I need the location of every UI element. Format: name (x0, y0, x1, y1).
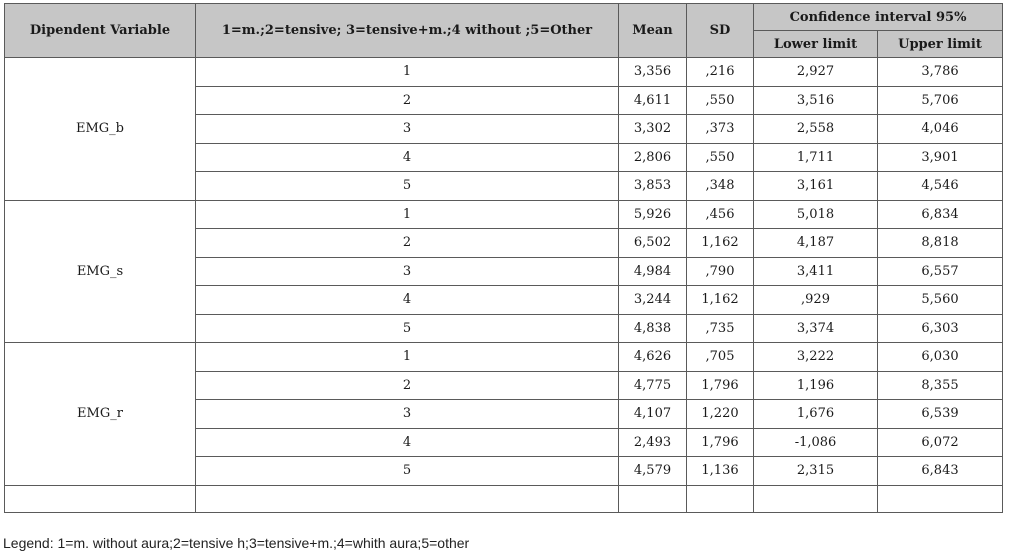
upper-limit-cell: 5,560 (878, 286, 1003, 315)
mean-cell: 3,853 (619, 172, 687, 201)
upper-limit-cell: 4,546 (878, 172, 1003, 201)
lower-limit-cell: 1,676 (754, 400, 878, 429)
group-code-cell: 1 (196, 58, 619, 87)
empty-cell (5, 485, 196, 512)
sd-cell: 1,162 (687, 286, 754, 315)
upper-limit-cell: 4,046 (878, 115, 1003, 144)
upper-limit-cell: 3,901 (878, 143, 1003, 172)
mean-cell: 4,611 (619, 86, 687, 115)
upper-limit-cell: 6,072 (878, 428, 1003, 457)
sd-cell: ,550 (687, 143, 754, 172)
header-dependent-variable: Dipendent Variable (5, 4, 196, 58)
header-mean: Mean (619, 4, 687, 58)
group-code-cell: 2 (196, 86, 619, 115)
upper-limit-cell: 6,539 (878, 400, 1003, 429)
upper-limit-cell: 8,355 (878, 371, 1003, 400)
group-code-cell: 3 (196, 257, 619, 286)
lower-limit-cell: -1,086 (754, 428, 878, 457)
group-code-cell: 4 (196, 286, 619, 315)
sd-cell: ,550 (687, 86, 754, 115)
upper-limit-cell: 6,843 (878, 457, 1003, 486)
empty-cell (687, 485, 754, 512)
mean-cell: 3,302 (619, 115, 687, 144)
upper-limit-cell: 3,786 (878, 58, 1003, 87)
mean-cell: 5,926 (619, 200, 687, 229)
group-code-cell: 3 (196, 400, 619, 429)
lower-limit-cell: 4,187 (754, 229, 878, 258)
sd-cell: ,373 (687, 115, 754, 144)
group-name-cell: EMG_r (5, 343, 196, 486)
table-body (5, 58, 1003, 513)
upper-limit-cell: 6,557 (878, 257, 1003, 286)
empty-cell (754, 485, 878, 512)
lower-limit-cell: 3,374 (754, 314, 878, 343)
group-code-cell: 1 (196, 343, 619, 372)
lower-limit-cell: 1,711 (754, 143, 878, 172)
table-row (5, 58, 1003, 87)
group-code-cell: 5 (196, 314, 619, 343)
sd-cell: ,456 (687, 200, 754, 229)
group-name-cell: EMG_s (5, 200, 196, 343)
group-code-cell: 4 (196, 143, 619, 172)
header-upper-limit: Upper limit (878, 31, 1003, 58)
sd-cell: ,348 (687, 172, 754, 201)
sd-cell: 1,162 (687, 229, 754, 258)
sd-cell: 1,796 (687, 371, 754, 400)
empty-cell (196, 485, 619, 512)
sd-cell: ,790 (687, 257, 754, 286)
sd-cell: 1,220 (687, 400, 754, 429)
header-lower-limit: Lower limit (754, 31, 878, 58)
upper-limit-cell: 5,706 (878, 86, 1003, 115)
legend-text: Legend: 1=m. without aura;2=tensive h;3=tensive+m.;4=whith aura;5=other (3, 535, 470, 551)
lower-limit-cell: 3,516 (754, 86, 878, 115)
mean-cell: 2,806 (619, 143, 687, 172)
table-row (5, 200, 1003, 229)
lower-limit-cell: 2,927 (754, 58, 878, 87)
lower-limit-cell: 2,558 (754, 115, 878, 144)
group-code-cell: 2 (196, 229, 619, 258)
group-code-cell: 3 (196, 115, 619, 144)
group-code-cell: 1 (196, 200, 619, 229)
statistics-table (4, 3, 1003, 513)
lower-limit-cell: 2,315 (754, 457, 878, 486)
sd-cell: ,735 (687, 314, 754, 343)
mean-cell: 6,502 (619, 229, 687, 258)
lower-limit-cell: 3,222 (754, 343, 878, 372)
header-sd: SD (687, 4, 754, 58)
table-row (5, 343, 1003, 372)
mean-cell: 3,356 (619, 58, 687, 87)
mean-cell: 4,775 (619, 371, 687, 400)
empty-cell (619, 485, 687, 512)
sd-cell: ,216 (687, 58, 754, 87)
empty-row (5, 485, 1003, 512)
sd-cell: ,705 (687, 343, 754, 372)
mean-cell: 4,984 (619, 257, 687, 286)
mean-cell: 3,244 (619, 286, 687, 315)
upper-limit-cell: 6,030 (878, 343, 1003, 372)
lower-limit-cell: 3,411 (754, 257, 878, 286)
empty-cell (878, 485, 1003, 512)
mean-cell: 4,107 (619, 400, 687, 429)
upper-limit-cell: 8,818 (878, 229, 1003, 258)
group-name-cell: EMG_b (5, 58, 196, 201)
sd-cell: 1,136 (687, 457, 754, 486)
mean-cell: 4,626 (619, 343, 687, 372)
mean-cell: 4,579 (619, 457, 687, 486)
header-group-code: 1=m.;2=tensive; 3=tensive+m.;4 without ;5=Other (196, 4, 619, 58)
upper-limit-cell: 6,303 (878, 314, 1003, 343)
mean-cell: 4,838 (619, 314, 687, 343)
upper-limit-cell: 6,834 (878, 200, 1003, 229)
group-code-cell: 4 (196, 428, 619, 457)
header-confidence-interval: Confidence interval 95% (754, 4, 1003, 31)
lower-limit-cell: 1,196 (754, 371, 878, 400)
group-code-cell: 5 (196, 457, 619, 486)
mean-cell: 2,493 (619, 428, 687, 457)
lower-limit-cell: 5,018 (754, 200, 878, 229)
group-code-cell: 5 (196, 172, 619, 201)
lower-limit-cell: ,929 (754, 286, 878, 315)
sd-cell: 1,796 (687, 428, 754, 457)
group-code-cell: 2 (196, 371, 619, 400)
lower-limit-cell: 3,161 (754, 172, 878, 201)
